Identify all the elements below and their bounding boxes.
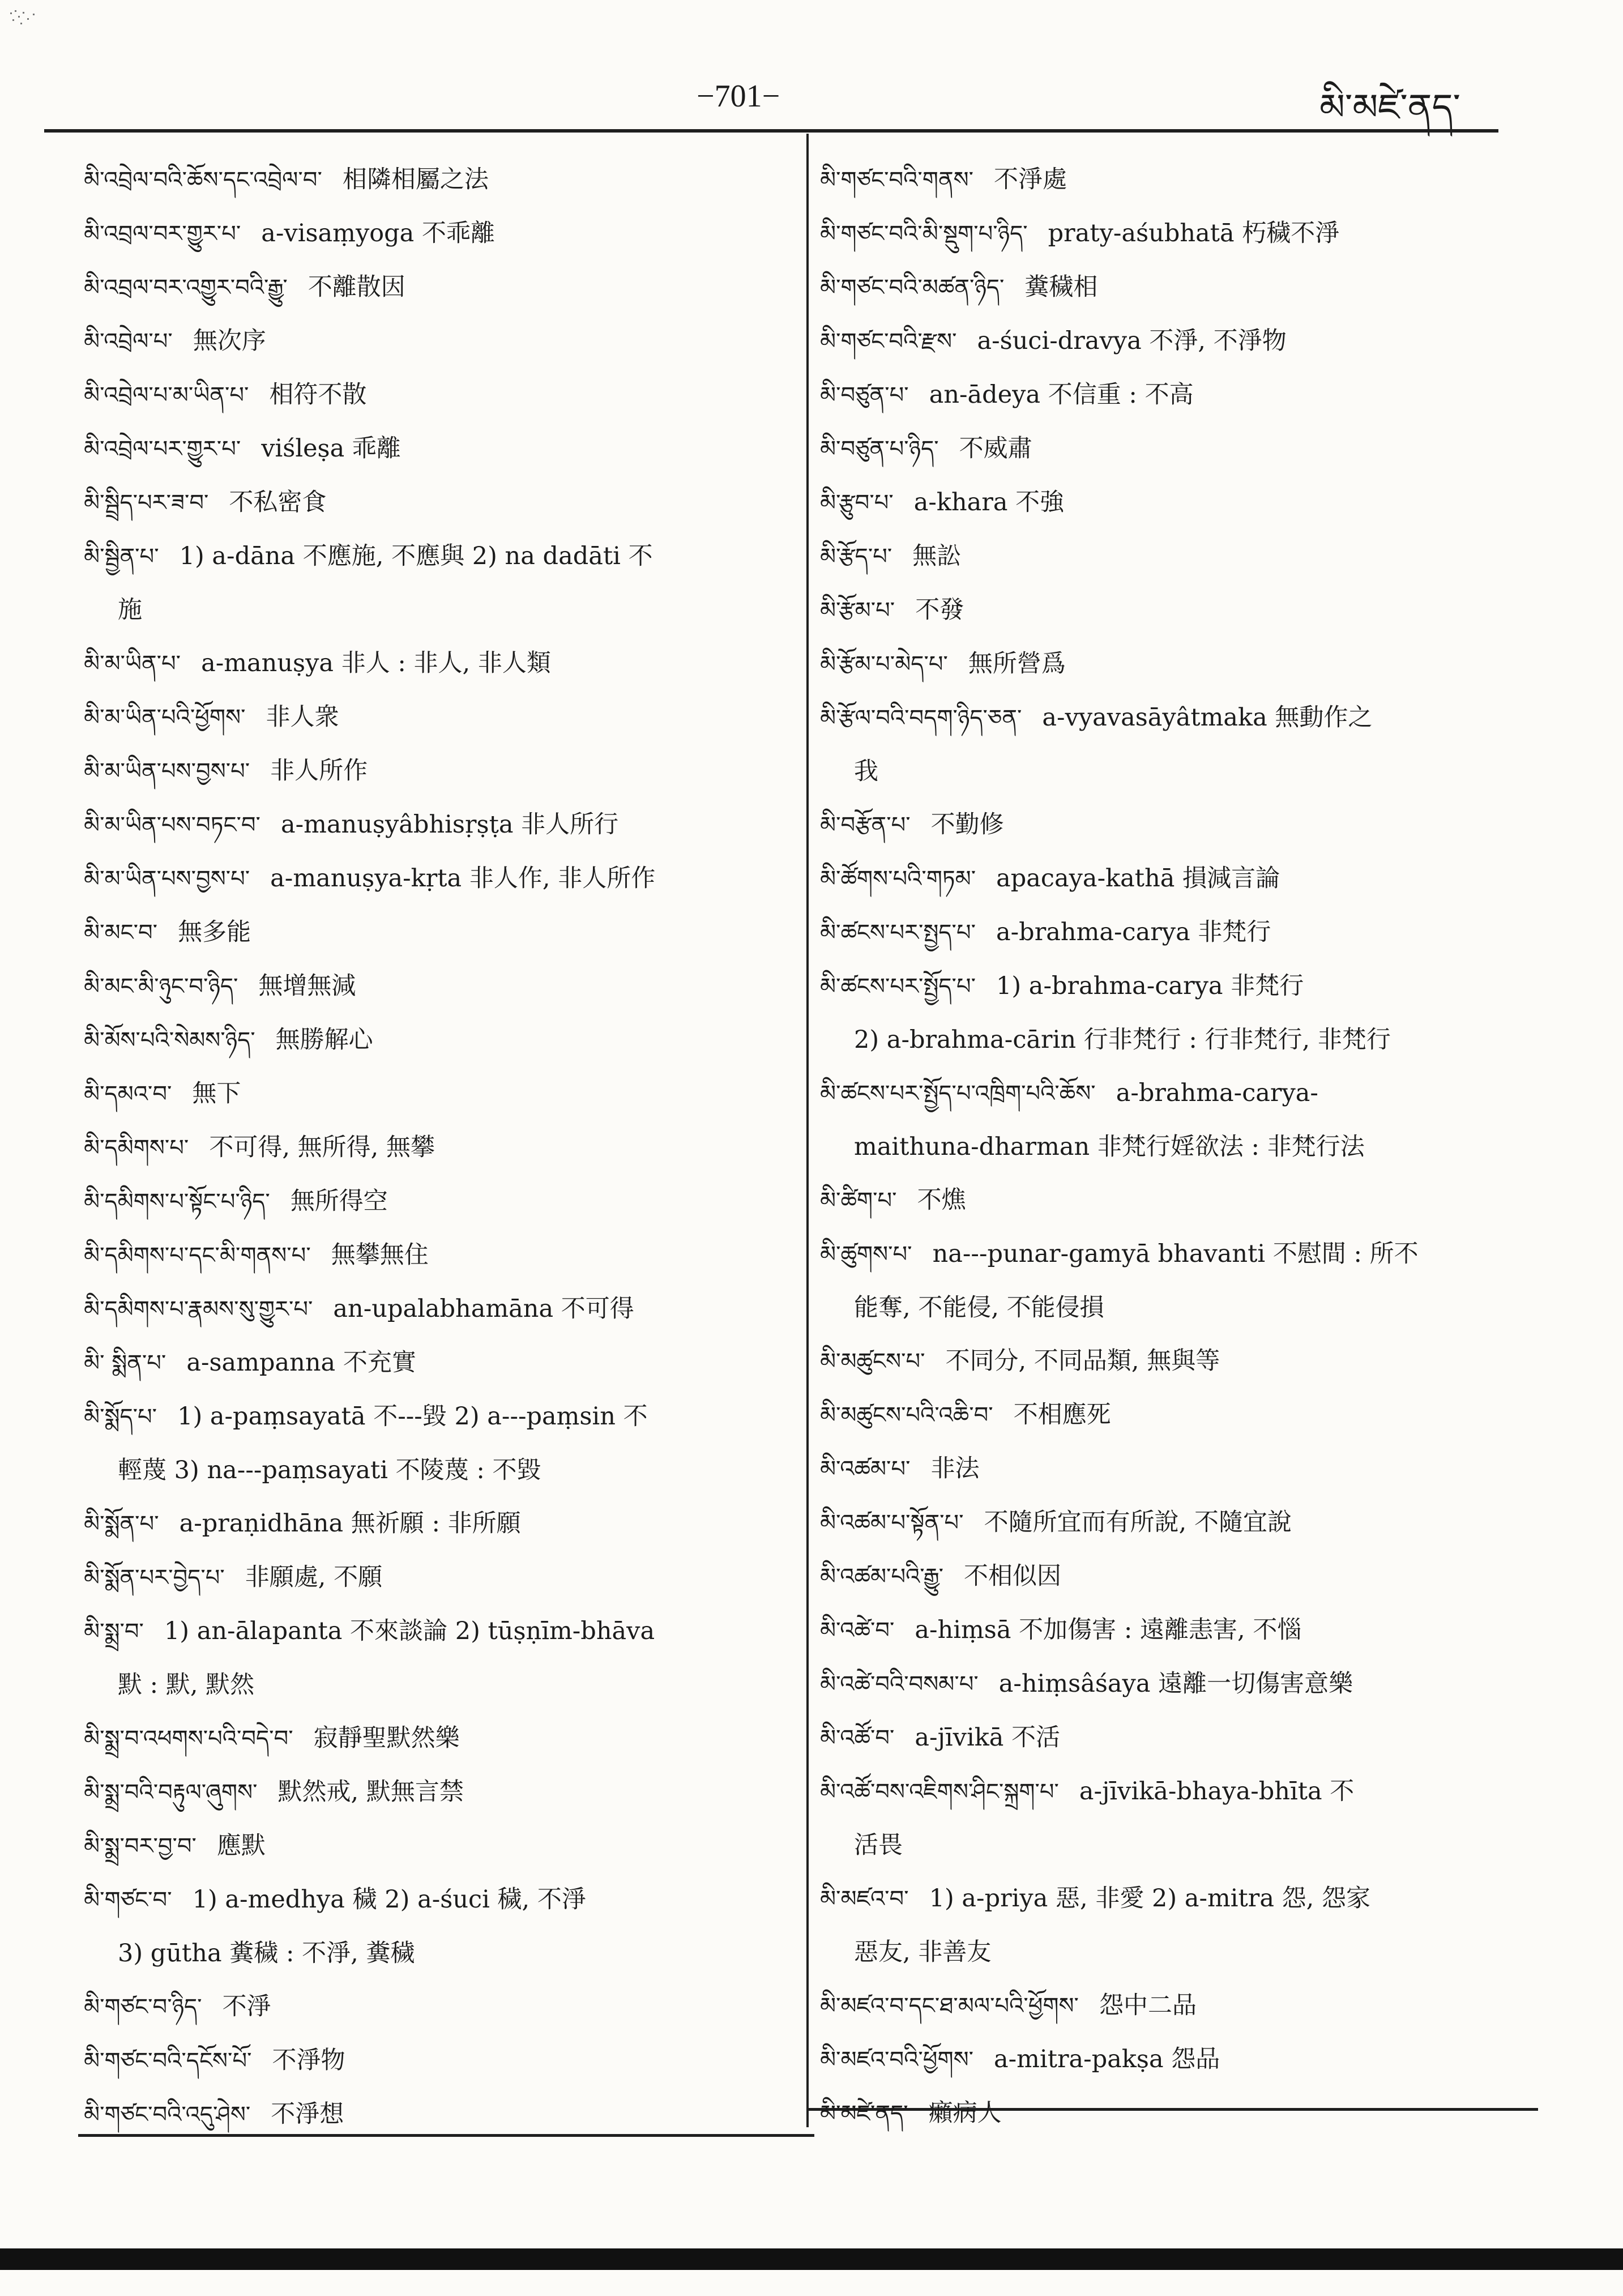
entry-definition: 默然戒, 默無言禁 xyxy=(277,1778,464,1806)
entry-continuation: 我 xyxy=(854,757,878,786)
dictionary-entry xyxy=(820,1496,1500,1550)
entry-definition: viśleṣa 乖離 xyxy=(261,434,401,463)
entry-definition: 糞穢相 xyxy=(1024,273,1098,301)
tibetan-headword: མི་གཙང་བ་ xyxy=(84,1887,172,1913)
entry-definition: a-vyavasāyâtmaka 無動作之 xyxy=(1042,703,1373,732)
dictionary-entry xyxy=(84,1282,752,1336)
dictionary-entry xyxy=(820,2086,1500,2140)
dictionary-entry xyxy=(84,959,752,1013)
dictionary-entry xyxy=(820,2033,1500,2086)
tibetan-headword: མི་སྦྱིན་པ་ xyxy=(84,544,159,570)
tibetan-headword: མི་དམིགས་པ་རྣམས་སུ་གྱུར་པ་ xyxy=(84,1296,313,1322)
column-divider xyxy=(806,134,809,2127)
entry-definition: 不淨物 xyxy=(272,2046,345,2075)
dictionary-entry xyxy=(820,207,1500,261)
entry-definition: 不私密食 xyxy=(229,488,327,517)
running-head: མི་མཛེ་ནད་ xyxy=(1319,87,1460,129)
entry-definition: 非法 xyxy=(930,1454,980,1483)
dictionary-entry xyxy=(84,1336,752,1390)
entry-definition: 無所營爲 xyxy=(968,650,1066,678)
tibetan-headword: མི་འབྲལ་བར་གྱུར་པ་ xyxy=(84,221,241,247)
tibetan-headword: མི་ སྨིན་པ་ xyxy=(84,1350,166,1376)
dictionary-entry xyxy=(820,1657,1500,1711)
entry-definition: praty-aśubhatā 朽穢不淨 xyxy=(1048,219,1340,247)
dictionary-entry xyxy=(820,1979,1500,2033)
tibetan-headword: མི་མང་བ་ xyxy=(84,920,158,946)
entry-definition: 怨中二品 xyxy=(1099,1991,1197,2020)
scan-edge-bar xyxy=(0,2248,1623,2270)
tibetan-headword: མི་གཙང་བའི་རྫས་ xyxy=(820,328,957,355)
entry-definition: a-jīvikā-bhaya-bhīta 不 xyxy=(1079,1777,1355,1806)
tibetan-headword: མི་མཛའ་བའི་ཕྱོགས་ xyxy=(820,2047,973,2073)
entry-definition: 不燋 xyxy=(917,1186,966,1214)
tibetan-headword: མི་གཙང་བའི་དངོས་པོ་ xyxy=(84,2048,252,2074)
entry-definition: a-hiṃsâśaya 遠離一切傷害意樂 xyxy=(998,1670,1353,1698)
tibetan-headword: མི་གཙང་བའི་མི་སྡུག་པ་ཉིད་ xyxy=(820,221,1028,247)
tibetan-headword: མི་རྩོད་པ་ xyxy=(820,544,892,570)
dictionary-entry xyxy=(820,1872,1500,1926)
tibetan-headword: མི་གཙང་བའི་མཚན་ཉིད་ xyxy=(820,275,1005,301)
entry-definition: a-manuṣya-kṛta 非人作, 非人所作 xyxy=(270,864,656,893)
tibetan-headword: མི་རྩོལ་བའི་བདག་ཉིད་ཅན་ xyxy=(820,705,1022,731)
dictionary-entry xyxy=(84,1819,752,1873)
entry-definition: 1) a-paṃsayatā 不---毀 2) a---paṃsin 不 xyxy=(177,1402,648,1431)
entry-definition: a-khara 不強 xyxy=(913,488,1065,517)
entry-definition: 無多能 xyxy=(178,918,251,946)
dictionary-entry xyxy=(84,744,752,798)
entry-definition: 無下 xyxy=(192,1079,241,1108)
dictionary-entry xyxy=(84,1390,752,1444)
tibetan-headword: མི་ཚོགས་པའི་གཏམ་ xyxy=(820,866,976,892)
entry-definition: 不可得, 無所得, 無攀 xyxy=(209,1133,435,1162)
entry-definition: a-brahma-carya- xyxy=(1116,1079,1318,1107)
dictionary-entry xyxy=(84,1121,752,1175)
entry-definition: 相隣相屬之法 xyxy=(342,165,489,194)
scan-specks xyxy=(10,10,50,33)
tibetan-headword: མི་དམིགས་པ་དང་མི་གནས་པ་ xyxy=(84,1243,311,1269)
tibetan-headword: མི་མཚུངས་པ་ xyxy=(820,1348,925,1375)
entry-definition: a-praṇidhāna 無祈願 : 非所願 xyxy=(179,1509,521,1538)
dictionary-entry xyxy=(84,906,752,959)
dictionary-entry xyxy=(84,153,752,207)
entry-continuation: 活畏 xyxy=(854,1831,903,1859)
entry-definition: a-śuci-dravya 不淨, 不淨物 xyxy=(977,327,1287,355)
tibetan-headword: མི་གཙང་བ་ཉིད་ xyxy=(84,1994,202,2020)
entry-definition: 非人衆 xyxy=(266,703,339,731)
tibetan-headword: མི་བཙུན་པ་ཉིད་ xyxy=(820,436,939,462)
dictionary-entry xyxy=(84,314,752,368)
entry-definition: a-sampanna 不充實 xyxy=(186,1348,416,1377)
dictionary-entry xyxy=(84,1013,752,1067)
dictionary-entry xyxy=(84,1551,752,1604)
tibetan-headword: མི་མཚུངས་པའི་འཆི་བ་ xyxy=(820,1402,993,1428)
tibetan-headword: མི་རྩོམ་པ་མེད་པ་ xyxy=(820,651,948,677)
entry-definition: 不淨處 xyxy=(994,165,1067,194)
dictionary-entry xyxy=(820,1388,1500,1442)
tibetan-headword: མི་དམིགས་པ་སྟོང་པ་ཉིད་ xyxy=(84,1189,270,1215)
entry-definition: a-jīvikā 不活 xyxy=(915,1723,1061,1752)
tibetan-headword: མི་འཚམ་པ་ xyxy=(820,1456,911,1482)
entry-definition: 非願處, 不願 xyxy=(245,1563,383,1591)
tibetan-headword: མི་སྨྲ་བར་བྱ་བ་ xyxy=(84,1833,197,1859)
dictionary-entry xyxy=(84,1497,752,1551)
dictionary-entry xyxy=(820,1550,1500,1603)
tibetan-headword: མི་འབྲེལ་པ་མ་ཡིན་པ་ xyxy=(84,382,249,408)
tibetan-headword: མི་མ་ཡིན་པས་བྱས་པ་ xyxy=(84,866,250,892)
tibetan-headword: མི་འཚོ་བ་ xyxy=(820,1725,895,1751)
tibetan-headword: མི་སྨོན་པར་བྱེད་པ་ xyxy=(84,1565,225,1591)
tibetan-headword: མི་འཚེ་བའི་བསམ་པ་ xyxy=(820,1671,979,1697)
dictionary-entry xyxy=(820,314,1500,368)
tibetan-headword: མི་ཚུགས་པ་ xyxy=(820,1241,912,1268)
right-column xyxy=(820,153,1500,2140)
dictionary-entry xyxy=(84,690,752,744)
tibetan-headword: མི་བརྩོན་པ་ xyxy=(820,812,911,838)
entry-continuation: 施 xyxy=(118,596,142,624)
entry-definition: 1) a-priya 惡, 非愛 2) a-mitra 怨, 怨家 xyxy=(929,1884,1370,1913)
tibetan-headword: མི་མཛའ་བ་ xyxy=(820,1886,909,1912)
entry-definition: 不相似因 xyxy=(964,1562,1062,1590)
dictionary-entry xyxy=(84,530,752,583)
dictionary-entry xyxy=(84,1873,752,1927)
entry-definition: 無次序 xyxy=(193,327,266,355)
tibetan-headword: མི་ཚངས་པར་སྤྱོད་པ་ xyxy=(820,974,976,1000)
entry-definition: 不離散因 xyxy=(307,273,405,301)
entry-definition: a-mitra-pakṣa 怨品 xyxy=(994,2045,1220,2073)
dictionary-entry xyxy=(820,1334,1500,1388)
tibetan-headword: མི་དམའ་བ་ xyxy=(84,1081,172,1107)
tibetan-headword: མི་གཙང་བའི་གནས་ xyxy=(820,167,974,193)
entry-definition: 無所得空 xyxy=(290,1187,388,1215)
entry-definition: 無訟 xyxy=(912,542,962,570)
dictionary-entry xyxy=(820,153,1500,207)
dictionary-entry xyxy=(820,583,1500,637)
tibetan-headword: མི་ཚངས་པར་སྤྱད་པ་ xyxy=(820,920,976,946)
tibetan-headword: མི་སྦྲིད་པར་ཟ་བ་ xyxy=(84,490,209,516)
dictionary-entry xyxy=(84,207,752,261)
dictionary-entry xyxy=(820,261,1500,314)
entry-definition: 不勤修 xyxy=(930,810,1004,839)
tibetan-headword: མི་མ་ཡིན་པས་བཏང་བ་ xyxy=(84,812,260,838)
entry-definition: a-visaṃyoga 不乖離 xyxy=(261,219,495,247)
dictionary-entry xyxy=(820,1173,1500,1227)
dictionary-entry xyxy=(820,1066,1500,1120)
tibetan-headword: མི་སྨྲ་བ་འཕགས་པའི་བདེ་བ་ xyxy=(84,1726,293,1752)
tibetan-headword: མི་གཙང་བའི་འདུ་ཤེས་ xyxy=(84,2102,251,2128)
entry-definition: 1) a-medhya 穢 2) a-śuci 穢, 不淨 xyxy=(192,1885,586,1914)
entry-definition: 不相應死 xyxy=(1013,1401,1111,1429)
dictionary-entry xyxy=(84,1175,752,1228)
dictionary-entry xyxy=(820,852,1500,906)
dictionary-entry xyxy=(820,637,1500,691)
entry-definition: 無增無減 xyxy=(258,972,356,1000)
tibetan-headword: མི་ཚངས་པར་སྤྱོད་པ་འཁྲིག་པའི་ཆོས་ xyxy=(820,1081,1096,1107)
tibetan-headword: མི་འབྲེལ་པར་གྱུར་པ་ xyxy=(84,436,241,462)
dictionary-entry xyxy=(84,261,752,314)
entry-definition: 不淨 xyxy=(222,1992,271,2021)
entry-definition: 1) an-ālapanta 不來談論 2) tūṣṇīm-bhāva xyxy=(164,1617,655,1645)
dictionary-entry xyxy=(84,1228,752,1282)
entry-definition: 無勝解心 xyxy=(275,1026,373,1054)
top-rule xyxy=(44,129,1498,133)
entry-continuation: 能奪, 不能侵, 不能侵損 xyxy=(854,1294,1104,1322)
entry-definition: 相符不散 xyxy=(269,381,367,409)
dictionary-entry xyxy=(84,1765,752,1819)
tibetan-headword: མི་སྨོན་པ་ xyxy=(84,1511,159,1537)
dictionary-entry xyxy=(84,852,752,906)
tibetan-headword: མི་མོས་པའི་སེམས་ཉིད་ xyxy=(84,1027,255,1053)
dictionary-entry xyxy=(84,368,752,422)
tibetan-headword: མི་བཙུན་པ་ xyxy=(820,382,909,408)
tibetan-headword: མི་མ་ཡིན་པའི་ཕྱོགས་ xyxy=(84,705,246,731)
entry-definition: 癩病人 xyxy=(928,2099,1002,2127)
tibetan-headword: མི་མ་ཡིན་པས་བྱས་པ་ xyxy=(84,758,250,784)
tibetan-headword: མི་འབྲལ་བར་འགྱུར་བའི་རྒྱུ་ xyxy=(84,275,288,301)
tibetan-headword: མི་འཚམ་པ་སྟོན་པ་ xyxy=(820,1510,964,1536)
dictionary-entry xyxy=(84,1067,752,1121)
entry-definition: 不威肅 xyxy=(959,434,1032,463)
dictionary-entry xyxy=(84,2088,752,2141)
dictionary-entry xyxy=(84,798,752,852)
dictionary-entry xyxy=(84,2034,752,2088)
dictionary-entry xyxy=(820,798,1500,852)
tibetan-headword: མི་སྨྲ་བའི་བརྟུལ་ཞུགས་ xyxy=(84,1779,258,1806)
tibetan-headword: མི་འབྲེལ་པ་ xyxy=(84,328,173,355)
entry-definition: 1) a-dāna 不應施, 不應與 2) na dadāti 不 xyxy=(179,542,653,570)
tibetan-headword: མི་རྩོམ་པ་ xyxy=(820,598,895,624)
tibetan-headword: མི་མཛེ་ནད་ xyxy=(820,2101,908,2127)
dictionary-entry xyxy=(84,1712,752,1765)
entry-definition: 應默 xyxy=(216,1832,266,1860)
dictionary-entry xyxy=(84,1980,752,2034)
tibetan-headword: མི་སྨྲ་བ་ xyxy=(84,1619,144,1645)
dictionary-entry xyxy=(820,691,1500,745)
dictionary-entry xyxy=(820,1765,1500,1819)
entry-continuation: 默 : 默, 默然 xyxy=(118,1671,255,1699)
tibetan-headword: མི་ཚིག་པ་ xyxy=(820,1188,897,1214)
tibetan-headword: མི་མཛའ་བ་དང་ཐ་མལ་པའི་ཕྱོགས་ xyxy=(820,1993,1079,2019)
entry-definition: 不發 xyxy=(915,596,964,624)
dictionary-entry xyxy=(820,959,1500,1013)
entry-definition: apacaya-kathā 損減言論 xyxy=(996,864,1280,893)
dictionary-entry xyxy=(84,1604,752,1658)
tibetan-headword: མི་འཚམ་པའི་རྒྱུ་ xyxy=(820,1564,944,1590)
entry-definition: 不淨想 xyxy=(271,2100,344,2128)
entry-definition: 不隨所宜而有所說, 不隨宜說 xyxy=(984,1508,1292,1537)
entry-continuation: 3) gūtha 糞穢 : 不淨, 糞穢 xyxy=(118,1939,415,1968)
tibetan-headword: མི་མང་མི་ཉུང་བ་ཉིད་ xyxy=(84,974,238,1000)
entry-definition: an-upalabhamāna 不可得 xyxy=(333,1295,634,1323)
entry-definition: a-brahma-carya 非梵行 xyxy=(996,918,1271,946)
dictionary-entry xyxy=(820,476,1500,530)
tibetan-headword: མི་འཚོ་བས་འཇིགས་ཤིང་སྐྲག་པ་ xyxy=(820,1779,1059,1805)
tibetan-headword: མི་རྩུབ་པ་ xyxy=(820,490,894,516)
entry-definition: a-manuṣya 非人 : 非人, 非人類 xyxy=(201,649,551,677)
dictionary-entry xyxy=(820,1603,1500,1657)
tibetan-headword: མི་འབྲེལ་བའི་ཆོས་དང་འབྲེལ་བ་ xyxy=(84,167,322,193)
entry-definition: 無攀無住 xyxy=(331,1241,429,1269)
tibetan-headword: མི་འཚེ་བ་ xyxy=(820,1618,895,1644)
dictionary-entry xyxy=(820,1711,1500,1765)
dictionary-entry xyxy=(820,530,1500,583)
entry-definition: an-ādeya 不信重 : 不高 xyxy=(929,381,1194,409)
page-number: −701− xyxy=(697,79,780,114)
entry-continuation: 惡友, 非善友 xyxy=(854,1938,992,1966)
tibetan-headword: མི་སྨོད་པ་ xyxy=(84,1404,157,1430)
entry-definition: na---punar-gamyā bhavanti 不慰間 : 所不 xyxy=(932,1240,1419,1268)
entry-definition: 非人所作 xyxy=(270,757,368,785)
entry-definition: 不同分, 不同品類, 無與等 xyxy=(945,1347,1220,1375)
tibetan-headword: མི་མ་ཡིན་པ་ xyxy=(84,651,181,677)
dictionary-entry xyxy=(84,422,752,476)
entry-continuation: 輕蔑 3) na---paṃsayati 不陵蔑 : 不毀 xyxy=(118,1456,541,1484)
entry-definition: a-manuṣyâbhisṛṣṭa 非人所行 xyxy=(280,810,619,839)
dictionary-entry xyxy=(84,476,752,530)
dictionary-entry xyxy=(820,422,1500,476)
entry-definition: 1) a-brahma-carya 非梵行 xyxy=(996,972,1304,1000)
dictionary-entry xyxy=(820,906,1500,959)
left-column xyxy=(84,153,752,2141)
dictionary-entry xyxy=(820,1227,1500,1281)
entry-definition: 寂靜聖默然樂 xyxy=(313,1724,460,1752)
dictionary-entry xyxy=(820,368,1500,422)
entry-continuation: 2) a-brahma-cārin 行非梵行 : 行非梵行, 非梵行 xyxy=(854,1026,1391,1054)
entry-definition: a-hiṃsā 不加傷害 : 遠離恚害, 不惱 xyxy=(915,1616,1302,1644)
dictionary-entry xyxy=(820,1442,1500,1496)
entry-continuation: maithuna-dharman 非梵行婬欲法 : 非梵行法 xyxy=(854,1133,1365,1161)
dictionary-entry xyxy=(84,637,752,690)
tibetan-headword: མི་དམིགས་པ་ xyxy=(84,1135,189,1161)
